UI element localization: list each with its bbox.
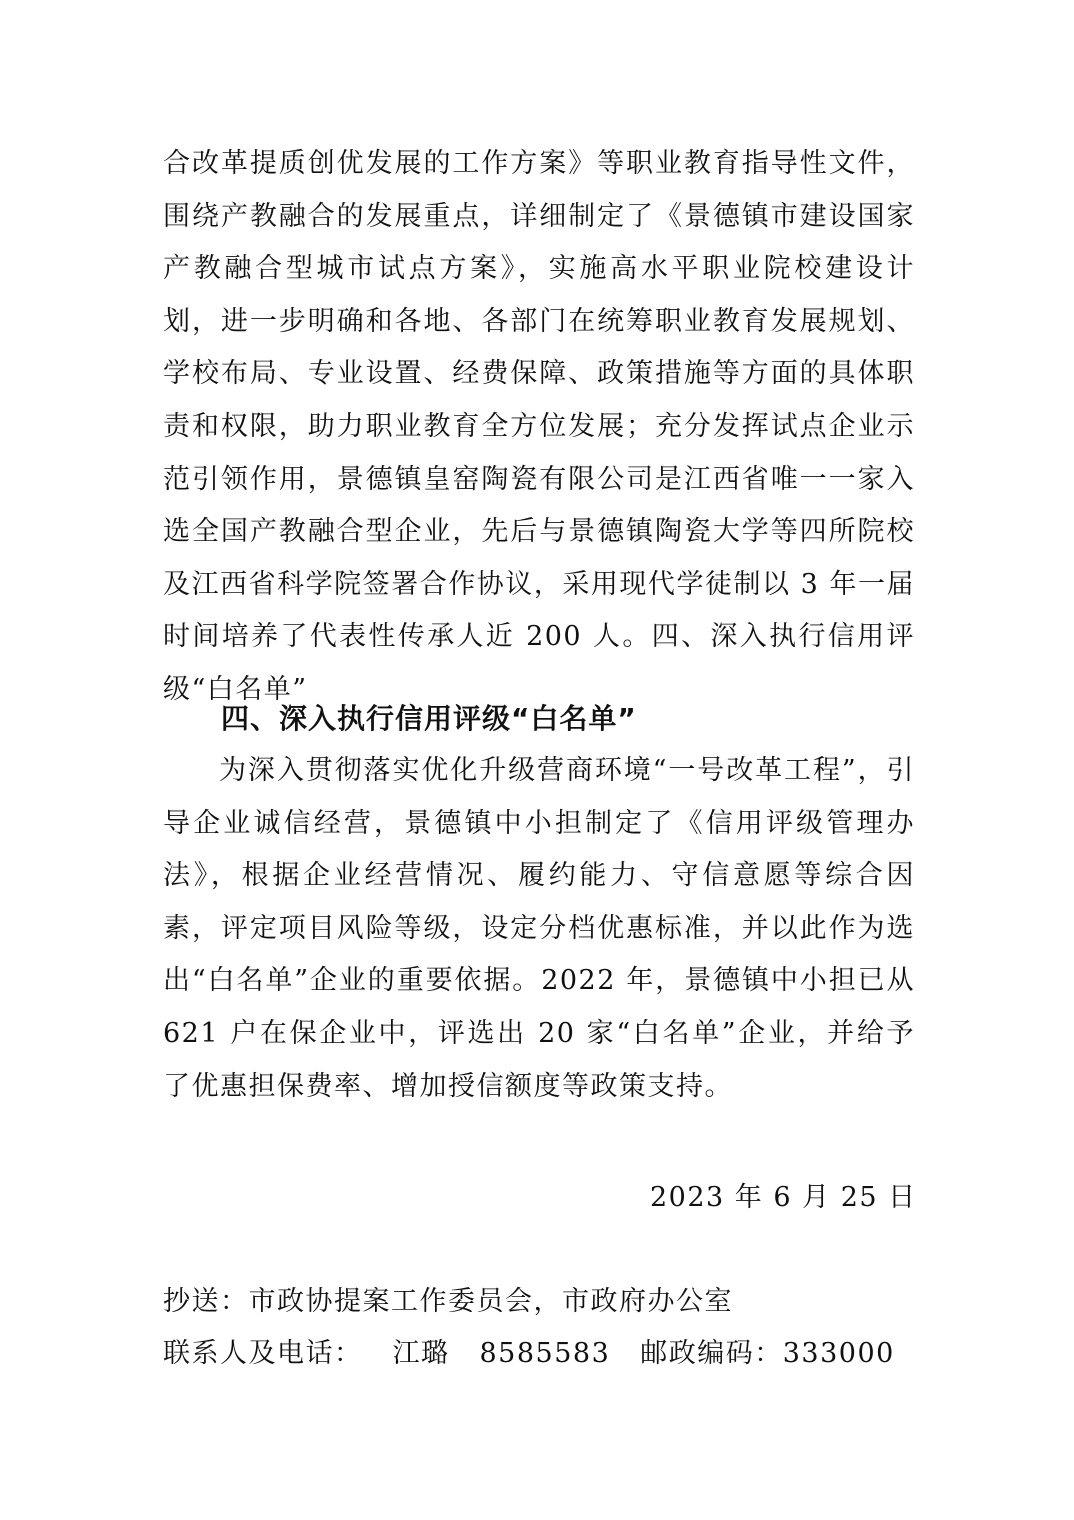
contact-phone: 8585583 (479, 1338, 611, 1369)
postcode-label: 邮政编码： (640, 1338, 783, 1369)
section-heading-4: 四、深入执行信用评级“白名单” (221, 702, 637, 735)
body-paragraph-2: 为深入贯彻落实优化升级营商环境“一号改革工程”，引导企业诚信经营，景德镇中小担制定了《信用评级管理办法》，根据企业经营情况、履约能力、守信意愿等综合因素，评定项目风险等级，设定分档优惠标准，并以此作为选出“白名单”企业的重要依据。2022 年，景德镇中小担已从 621 户在保企业中，评选出 20 家“白名单”企业，并给予了优惠担保费率、增加授信额度等政策支持。 (163, 755, 915, 1102)
document-date: 2023 年 6 月 25 日 (650, 1182, 917, 1213)
postcode-value: 333000 (782, 1338, 895, 1369)
cc-line: 抄送：市政协提案工作委员会，市政府办公室 (163, 1286, 733, 1317)
contact-line (163, 1334, 895, 1374)
body-paragraph-1: 合改革提质创优发展的工作方案》等职业教育指导性文件，围绕产教融合的发展重点，详细制定了《景德镇市建设国家产教融合型城市试点方案》，实施高水平职业院校建设计划，进一步明确和各地、各部门在统筹职业教育发展规划、学校布局、专业设置、经费保障、政策措施等方面的具体职责和权限，助力职业教育全方位发展；充分发挥试点企业示范引领作用，景德镇皇窑陶瓷有限公司是江西省唯一一家入选全国产教融合型企业，先后与景德镇陶瓷大学等四所院校及江西省科学院签署合作协议，采用现代学徒制以 3 年一届时间培养了代表性传承人近 200 人。四、深入执行信用评级“白名单” (163, 148, 915, 705)
contact-name: 江璐 (392, 1338, 450, 1369)
contact-label: 联系人及电话： (163, 1338, 363, 1369)
